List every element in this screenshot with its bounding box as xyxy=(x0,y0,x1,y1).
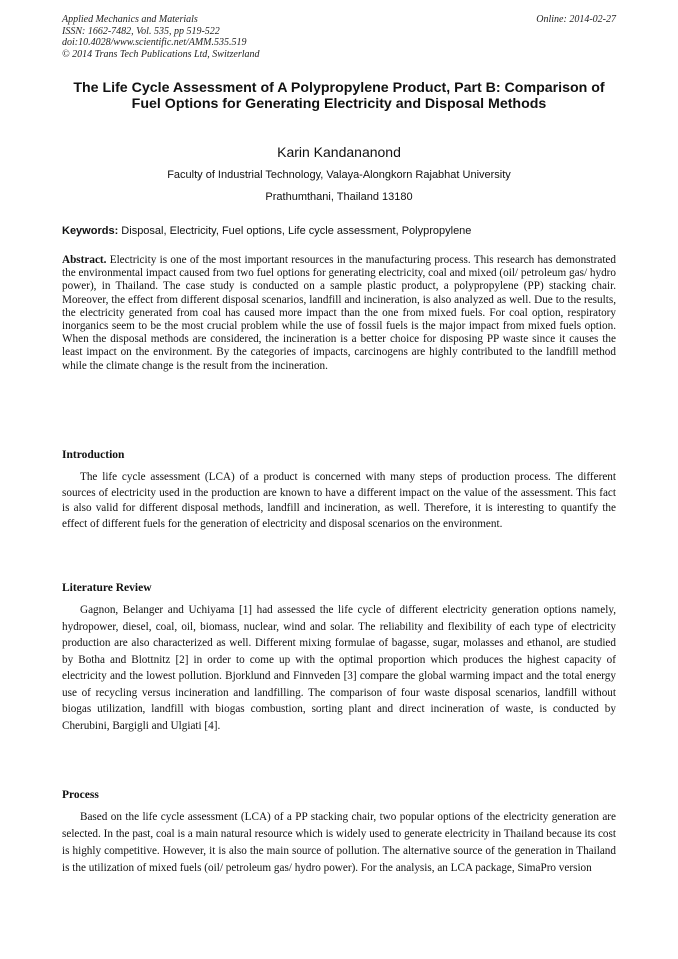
abstract xyxy=(62,254,616,373)
issn: ISSN: 1662-7482, Vol. 535, pp 519-522 xyxy=(62,25,220,37)
doi: doi:10.4028/www.scientific.net/AMM.535.519 xyxy=(62,37,247,48)
introduction-heading: Introduction xyxy=(62,449,125,461)
literature-review-text: Gagnon, Belanger and Uchiyama [1] had assessed the life cycle of different electricity generation options namely, hydropower, diesel, coal, oil, biomass, nuclear, wind and solar. The reliability and flexibility of each type of electricity production are also characterized as well. Different mixing formulae of bagasse, sugar, molasses and ethanol, are studied by Botha and Blottnitz [2] in order to come up with the optimal proportion which produces the highest capacity of electricity and the lowest pollution. Bjorklund and Finnveden [3] compare the global warming impact and the total energy use of recycling versus incineration and landfilling. The comparison of four waste disposal scenarios, landfill without biogas utilization, landfill with biogas combustion, sorting plant and direct incineration of waste, is conducted by Cherubini, Bargigli and Ulgiati [4]. xyxy=(62,604,616,732)
abstract-text: Electricity is one of the most important resources in the manufacturing process. This research has demonstrated the environmental impact caused from two fuel options for generating electricity, coal and mixed (oil/ petroleum gas/ hydro power), in Thailand. The case study is conducted on a sample plastic product, a polypropylene (PP) stacking chair. Moreover, the effect from different disposal scenarios, landfill and incineration, is also analyzed as well. Due to the results, the electricity generated from coal has caused more impact than the one from mixed fuels. For coal option, respiratory inorganics seem to be the most crucial problem while the use of fossil fuels is the major impact from mixed fuels option. When the disposal methods are considered, the incineration is a better choice for disposing PP waste since it causes the least impact on the environment. By the categories of impacts, carcinogens are highly contributed to the landfill method while the climate change is the result from the incineration. xyxy=(62,254,616,372)
affiliation-line-1: Faculty of Industrial Technology, Valaya-Alongkorn Rajabhat University xyxy=(167,169,511,181)
affiliation-line-2: Prathumthani, Thailand 13180 xyxy=(265,191,413,203)
keywords xyxy=(62,224,616,238)
abstract-label: Abstract. xyxy=(62,254,107,266)
copyright: © 2014 Trans Tech Publications Ltd, Switzerland xyxy=(62,48,260,60)
keywords-label: Keywords: xyxy=(62,225,119,237)
process-heading: Process xyxy=(62,789,99,801)
keywords-text: Disposal, Electricity, Fuel options, Life cycle assessment, Polypropylene xyxy=(118,225,472,237)
literature-review-heading: Literature Review xyxy=(62,582,152,594)
running-header xyxy=(62,14,616,60)
introduction-text: The life cycle assessment (LCA) of a product is concerned with many steps of production process. The different sources of electricity used in the production are known to have a different impact on the value of the assessment. This fact is also valid for different disposal methods, landfill and incineration, as well. Therefore, it is interesting to quantify the effect of different fuels for the generation of electricity and disposal scenarios on the environment. xyxy=(62,471,616,530)
online-date: Online: 2014-02-27 xyxy=(536,14,616,25)
process-text: Based on the life cycle assessment (LCA) of a PP stacking chair, two popular options of the electricity generation are selected. In the past, coal is a main natural resource which is widely used to generate electricity in Thailand because its cost is highly competitive. However, it is also the main source of pollution. The alternative source of the generation in Thailand is the utilization of mixed fuels (oil/ petroleum gas/ hydro power). For the analysis, an LCA package, SimaPro version xyxy=(62,811,616,874)
author-name: Karin Kandananond xyxy=(277,144,401,160)
paper-title: The Life Cycle Assessment of A Polypropylene Product, Part B: Comparison of Fuel Options for Generating Electricity and Disposal Methods xyxy=(73,80,605,112)
journal-name: Applied Mechanics and Materials xyxy=(62,14,198,25)
